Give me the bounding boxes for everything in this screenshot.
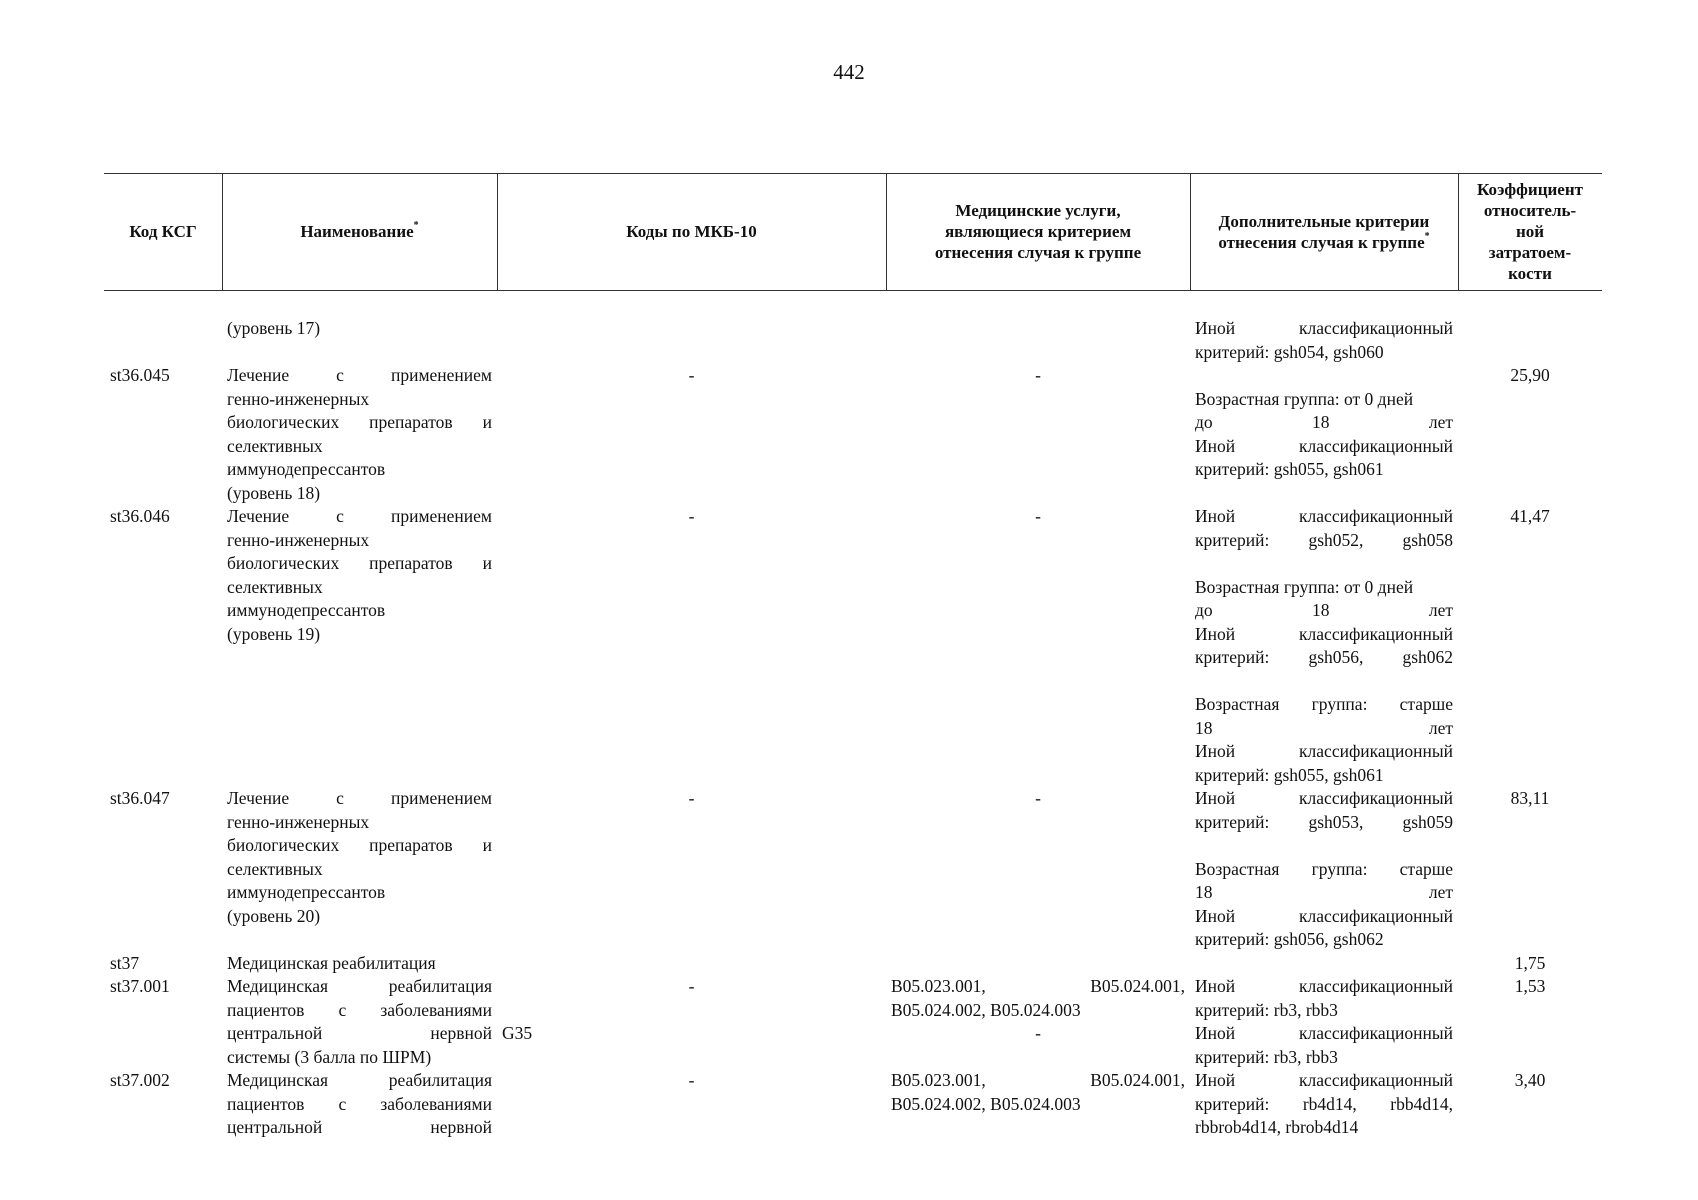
criteria-line: Иной классификационный xyxy=(1195,906,1453,926)
criteria-line: до 18 лет xyxy=(1195,412,1453,432)
table-header-bottom-rule xyxy=(104,290,1602,291)
name-cell-line: Медицинская реабилитация xyxy=(227,1070,492,1090)
coef-cell: 41,47 xyxy=(1510,506,1550,526)
code-cell: st37 xyxy=(110,953,140,973)
criteria-line: критерий: gsh053, gsh059 xyxy=(1195,812,1453,832)
icd-cell: - xyxy=(688,976,695,996)
code-cell: st37.002 xyxy=(110,1070,170,1090)
header-code: Код КСГ xyxy=(129,222,197,241)
name-cell-line: селективных xyxy=(227,436,323,456)
criteria-line: Иной классификационный xyxy=(1195,506,1453,526)
icd-cell: - xyxy=(688,1070,695,1090)
name-cell-line: генно-инженерных xyxy=(227,389,370,409)
name-cell-line: генно-инженерных xyxy=(227,530,370,550)
services-cell: - xyxy=(1035,506,1041,526)
criteria-line: критерий: gsh054, gsh060 xyxy=(1195,342,1384,362)
criteria-line: Иной классификационный xyxy=(1195,624,1453,644)
services-line: B05.023.001, B05.024.001, xyxy=(891,976,1185,996)
name-cell-line: иммунодепрессантов xyxy=(227,600,386,620)
icd-cell: - xyxy=(688,365,695,385)
footnote-mark: * xyxy=(413,220,419,231)
coef-cell: 1,53 xyxy=(1514,976,1546,996)
criteria-line: критерий: rb3, rbb3 xyxy=(1195,1047,1338,1067)
header-services: Медицинские услуги, являющиеся критерием отнесения случая к группе xyxy=(934,201,1142,262)
services-line: B05.024.002, B05.024.003 xyxy=(891,1000,1081,1020)
criteria-line: Возрастная группа: от 0 дней xyxy=(1195,577,1414,597)
name-cell-line: селективных xyxy=(227,859,323,879)
criteria-line: Иной классификационный xyxy=(1195,1070,1453,1090)
coef-cell: 1,75 xyxy=(1514,953,1546,973)
services-cell: - xyxy=(1035,788,1041,808)
name-cell-line: Лечение с применением xyxy=(227,788,492,808)
name-cell-line: селективных xyxy=(227,577,323,597)
name-cell-line: (уровень 18) xyxy=(227,483,321,503)
criteria-line: Иной классификационный xyxy=(1195,1023,1453,1043)
name-cell-line: пациентов с заболеваниями xyxy=(227,1094,492,1114)
criteria-line: критерий: gsh056, gsh062 xyxy=(1195,929,1384,949)
criteria-line: 18 лет xyxy=(1195,882,1453,902)
name-cell-line: Медицинская реабилитация xyxy=(227,953,436,973)
header-criteria: Дополнительные критерии отнесения случая к группе* xyxy=(1218,211,1430,252)
coef-cell: 3,40 xyxy=(1514,1070,1546,1090)
criteria-line: Возрастная группа: от 0 дней xyxy=(1195,389,1414,409)
criteria-line: критерий: gsh055, gsh061 xyxy=(1195,765,1384,785)
name-cell-line: системы (3 балла по ШРМ) xyxy=(227,1047,432,1067)
name-cell-line: центральной нервной xyxy=(227,1023,492,1043)
name-cell-line: биологических препаратов и xyxy=(227,412,492,432)
criteria-line: Иной классификационный xyxy=(1195,436,1453,456)
header-icd: Коды по МКБ-10 xyxy=(626,222,757,241)
name-cell-line: биологических препаратов и xyxy=(227,835,492,855)
name-cell-line: Лечение с применением xyxy=(227,365,492,385)
criteria-line: Возрастная группа: старше xyxy=(1195,859,1453,879)
icd-cell: - xyxy=(688,506,695,526)
icd-cell: G35 xyxy=(502,1023,533,1043)
name-cell-line: центральной нервной xyxy=(227,1117,492,1137)
name-cell-line: Медицинская реабилитация xyxy=(227,976,492,996)
code-cell: st36.046 xyxy=(110,506,170,526)
criteria-line: 18 лет xyxy=(1195,718,1453,738)
services-cell: - xyxy=(1035,365,1041,385)
criteria-line: Возрастная группа: старше xyxy=(1195,694,1453,714)
criteria-line: rbbrob4d14, rbrob4d14 xyxy=(1195,1117,1359,1137)
code-cell: st36.047 xyxy=(110,788,170,808)
name-cell-line: пациентов с заболеваниями xyxy=(227,1000,492,1020)
criteria-line: критерий: gsh055, gsh061 xyxy=(1195,459,1384,479)
services-cell: - xyxy=(1035,1023,1041,1043)
code-cell: st37.001 xyxy=(110,976,170,996)
name-cell-line: (уровень 20) xyxy=(227,906,321,926)
criteria-line: Иной классификационный xyxy=(1195,976,1453,996)
footnote-mark: * xyxy=(1424,230,1430,242)
criteria-line: критерий: rb4d14, rbb4d14, xyxy=(1195,1094,1453,1114)
criteria-line: критерий: gsh052, gsh058 xyxy=(1195,530,1453,550)
name-cell-line: (уровень 19) xyxy=(227,624,321,644)
name-cell-line: генно-инженерных xyxy=(227,812,370,832)
criteria-line: Иной классификационный xyxy=(1195,788,1453,808)
services-line: B05.023.001, B05.024.001, xyxy=(891,1070,1185,1090)
name-cell-line: иммунодепрессантов xyxy=(227,882,386,902)
criteria-line: Иной классификационный xyxy=(1195,741,1453,761)
criteria-line: критерий: rb3, rbb3 xyxy=(1195,1000,1338,1020)
name-cell-line: (уровень 17) xyxy=(227,318,321,338)
name-cell-line: иммунодепрессантов xyxy=(227,459,386,479)
icd-cell: - xyxy=(688,788,695,808)
code-cell: st36.045 xyxy=(110,365,170,385)
criteria-line: до 18 лет xyxy=(1195,600,1453,620)
name-cell-line: Лечение с применением xyxy=(227,506,492,526)
coef-cell: 25,90 xyxy=(1510,365,1550,385)
header-coef: Коэффициент относитель- ной затратоем- кости xyxy=(1476,180,1584,283)
coef-cell: 83,11 xyxy=(1510,788,1550,808)
criteria-line: критерий: gsh056, gsh062 xyxy=(1195,647,1453,667)
name-cell-line: биологических препаратов и xyxy=(227,553,492,573)
criteria-line: Иной классификационный xyxy=(1195,318,1453,338)
services-line: B05.024.002, B05.024.003 xyxy=(891,1094,1081,1114)
page-number: 442 xyxy=(833,60,865,84)
header-name: Наименование* xyxy=(300,220,419,241)
